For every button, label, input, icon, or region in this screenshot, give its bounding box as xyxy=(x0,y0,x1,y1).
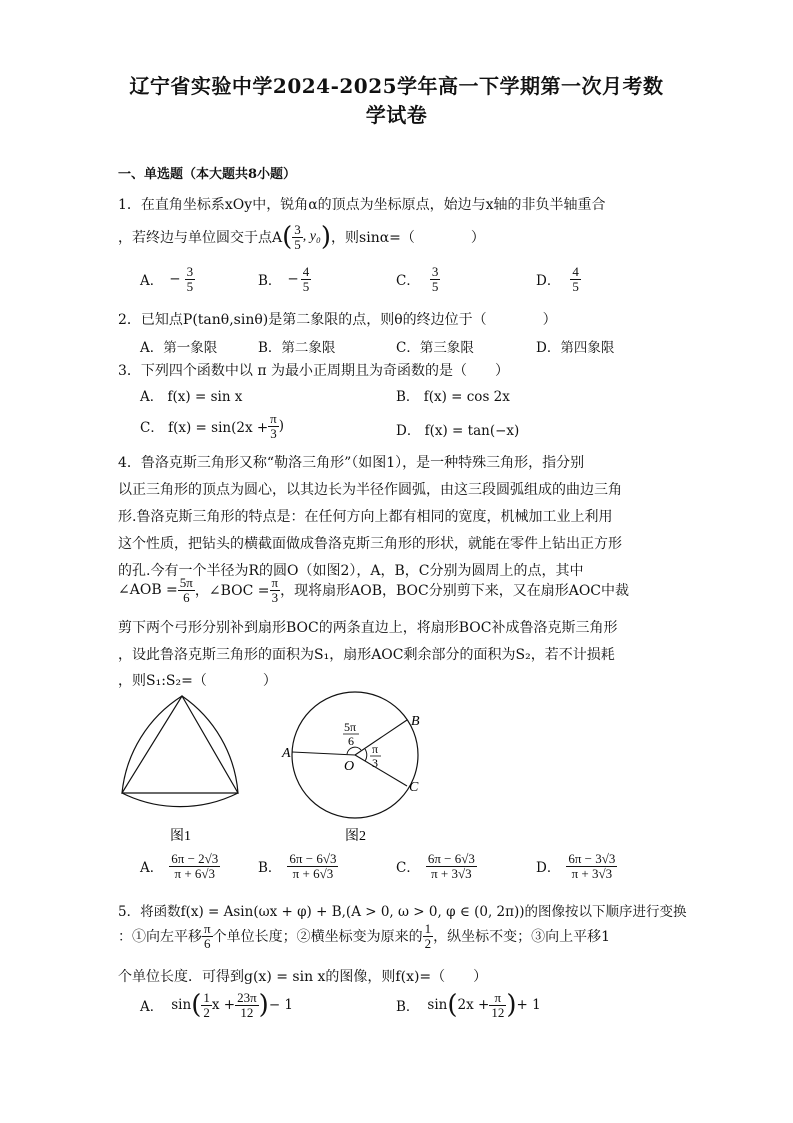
q4-line3: 形.鲁洛克斯三角形的特点是：在任何方向上都有相同的宽度，机械加工业上利用 xyxy=(118,509,613,525)
q5-a-pre: sin xyxy=(171,997,192,1013)
q5-a-paren-close: ) xyxy=(258,990,269,1020)
q1-option-d[interactable] xyxy=(536,265,581,293)
fig2-label-c: C xyxy=(409,780,419,795)
q3-option-a[interactable]: A． f(x) = sin x xyxy=(140,389,243,405)
q1-a-sign: − xyxy=(169,271,181,288)
q4-d-label: D． xyxy=(536,860,561,877)
q1-c-frac: $\frac{3}{5}$ xyxy=(431,264,439,294)
q4-l6-frac1: $\frac{5\pi}{6}$ xyxy=(179,575,193,605)
q5-a-post: − 1 xyxy=(268,997,294,1013)
q1-d-label: D． xyxy=(536,273,561,290)
fig2-label-a: A xyxy=(282,746,291,761)
q2-option-a[interactable]: A．第一象限 xyxy=(140,340,218,356)
q1-point-y: , y₀ xyxy=(302,229,321,244)
q3-line1: 3．下列四个函数中以 π 为最小正周期且为奇函数的是（ ） xyxy=(118,363,510,379)
q4-line8: ，设此鲁洛克斯三角形的面积为S₁，扇形AOC剩余部分的面积为S₂，若不计损耗 xyxy=(118,647,615,663)
reuleaux-triangle-figure xyxy=(122,696,238,807)
q4-l6-frac2: $\frac{\pi}{3}$ xyxy=(271,575,279,605)
q4-b-frac: $\frac{6\pi - 6√3}{\pi + 6√3}$ xyxy=(289,851,337,881)
q4-a-frac: $\frac{6\pi - 2√3}{\pi + 6√3}$ xyxy=(171,851,219,881)
fig2-label-o: O xyxy=(344,759,355,774)
q2-line1: 2．已知点P(tanθ,sinθ)是第二象限的点，则θ的终边位于（ ） xyxy=(118,312,557,328)
q4-l6-c: ，现将扇形AOB，BOC分别剪下来，又在扇形AOC中裁 xyxy=(280,583,630,600)
q4-line5: 的孔.今有一个半径为R的圆O（如图2），A，B，C分别为圆周上的点，其中 xyxy=(118,563,584,579)
q5-l2-frac1: $\frac{\pi}{6}$ xyxy=(204,921,211,951)
q4-l6-b: ，∠BOC = xyxy=(194,583,270,600)
q5-l2-frac2: $\frac{1}{2}$ xyxy=(424,921,432,951)
q1-line2 xyxy=(118,222,485,252)
q1-d-frac: $\frac{4}{5}$ xyxy=(572,264,579,294)
q1-c-label: C． xyxy=(396,273,420,290)
q1-option-a[interactable] xyxy=(140,265,195,293)
q2-option-d[interactable]: D．第四象限 xyxy=(536,340,615,356)
q5-line2 xyxy=(118,922,610,950)
q4-line6 xyxy=(118,576,629,604)
q4-c-frac: $\frac{6\pi - 6√3}{\pi + 3√3}$ xyxy=(427,851,475,881)
q5-option-b[interactable] xyxy=(396,990,541,1020)
q3-c-frac: $\frac{\pi}{3}$ xyxy=(270,411,277,441)
q3-c-pre: C． f(x) = sin(2x + xyxy=(140,420,269,437)
page-title-line1: 辽宁省实验中学2024-2025学年高一下学期第一次月考数 xyxy=(129,74,664,98)
q4-line7: 剪下两个弓形分别补到扇形BOC的两条直边上，将扇形BOC补成鲁洛克斯三角形 xyxy=(118,620,618,636)
q1-paren-open: ( xyxy=(282,222,293,252)
q2-option-b[interactable]: B．第二象限 xyxy=(258,340,336,356)
q4-line2: 以正三角形的顶点为圆心，以其边长为半径作圆弧，由这三段圆弧组成的曲边三角 xyxy=(118,482,622,498)
q5-line1: 5．将函数f(x) = Asin(ωx + φ) + B,(A > 0, ω > 0, φ ∈ (0, 2π))的图像按以下顺序进行变换 xyxy=(118,904,687,920)
q4-line9: ，则S₁:S₂=（ ） xyxy=(118,673,277,689)
q4-d-frac: $\frac{6\pi - 3√3}{\pi + 3√3}$ xyxy=(568,851,616,881)
q1-a-label: A． xyxy=(140,273,164,290)
q4-option-a[interactable] xyxy=(140,852,220,880)
q5-line3: 个单位长度．可得到g(x) = sin x的图像，则f(x)=（ ） xyxy=(118,969,488,985)
q1-b-frac: $\frac{4}{5}$ xyxy=(302,264,310,294)
q1-paren-close: ) xyxy=(320,222,332,252)
q1-b-sign: − xyxy=(287,271,299,288)
q1-option-b[interactable] xyxy=(258,265,311,293)
q4-c-label: C． xyxy=(396,860,420,877)
q5-a-paren-open: ( xyxy=(191,990,202,1020)
q5-b-mid: 2x + xyxy=(457,997,490,1013)
q5-l2-c: ，纵坐标不变；③向上平移1 xyxy=(433,929,610,946)
fig2-angle1-num: 5π xyxy=(344,720,357,734)
page-title-line2: 学试卷 xyxy=(365,103,428,127)
q1-line2-pre: ，若终边与单位圆交于点A xyxy=(118,230,283,246)
q5-b-label: B． xyxy=(396,999,420,1015)
q4-figures xyxy=(110,690,430,850)
q5-a-label: A． xyxy=(140,999,164,1015)
q5-b-pre: sin xyxy=(427,997,448,1013)
q5-option-a[interactable] xyxy=(140,990,293,1020)
q4-line4: 这个性质，把钻头的横截面做成鲁洛克斯三角形的形状，就能在零件上钻出正方形 xyxy=(118,536,622,552)
q5-b-frac: $\frac{\pi}{12}$ xyxy=(491,989,505,1020)
fig1-caption: 图1 xyxy=(170,829,191,844)
q1-line1: 1．在直角坐标系xOy中，锐角α的顶点为坐标原点，始边与x轴的非负半轴重合 xyxy=(118,197,606,213)
q5-l2-b: 个单位长度；②横坐标变为原来的 xyxy=(212,929,423,946)
q2-option-c[interactable]: C．第三象限 xyxy=(396,340,474,356)
fig2-angle2-den: 3 xyxy=(372,756,378,770)
q5-a-frac1: $\frac{1}{2}$ xyxy=(203,989,210,1020)
q4-option-d[interactable] xyxy=(536,852,617,880)
q5-b-paren-close: ) xyxy=(506,990,517,1020)
q4-option-b[interactable] xyxy=(258,852,338,880)
q4-l6-a: ∠AOB = xyxy=(118,582,178,599)
q3-option-d[interactable]: D． f(x) = tan(−x) xyxy=(396,423,520,439)
q5-b-post: + 1 xyxy=(516,997,541,1013)
fig2-angle2-num: π xyxy=(372,742,379,756)
circle-sector-figure xyxy=(281,692,420,818)
q1-a-frac: $\frac{3}{5}$ xyxy=(186,264,194,294)
q1-point-frac: $\frac{3}{5}$ xyxy=(294,221,301,252)
q1-b-label: B． xyxy=(258,273,282,290)
section-heading: 一、单选题（本大题共8小题） xyxy=(118,167,297,182)
q1-line2-post: ，则sinα=（ ） xyxy=(331,230,485,246)
fig2-angle1-den: 6 xyxy=(348,734,354,748)
q3-option-c[interactable] xyxy=(140,412,284,440)
q4-line1: 4．鲁洛克斯三角形又称“勒洛三角形”（如图1），是一种特殊三角形，指分别 xyxy=(118,455,585,471)
q5-a-mid: x + xyxy=(211,997,236,1013)
fig2-label-b: B xyxy=(411,714,420,729)
q5-a-frac2: $\frac{23\pi}{12}$ xyxy=(237,989,257,1020)
q4-b-label: B． xyxy=(258,860,282,877)
q5-b-paren-open: ( xyxy=(447,990,458,1020)
q1-option-c[interactable] xyxy=(396,265,440,293)
q3-c-close: ) xyxy=(278,418,285,435)
q5-l2-a: ：①向左平移 xyxy=(118,929,202,946)
fig2-caption: 图2 xyxy=(345,829,366,844)
q4-option-c[interactable] xyxy=(396,852,477,880)
q3-option-b[interactable]: B． f(x) = cos 2x xyxy=(396,389,510,405)
q4-a-label: A． xyxy=(140,860,164,877)
